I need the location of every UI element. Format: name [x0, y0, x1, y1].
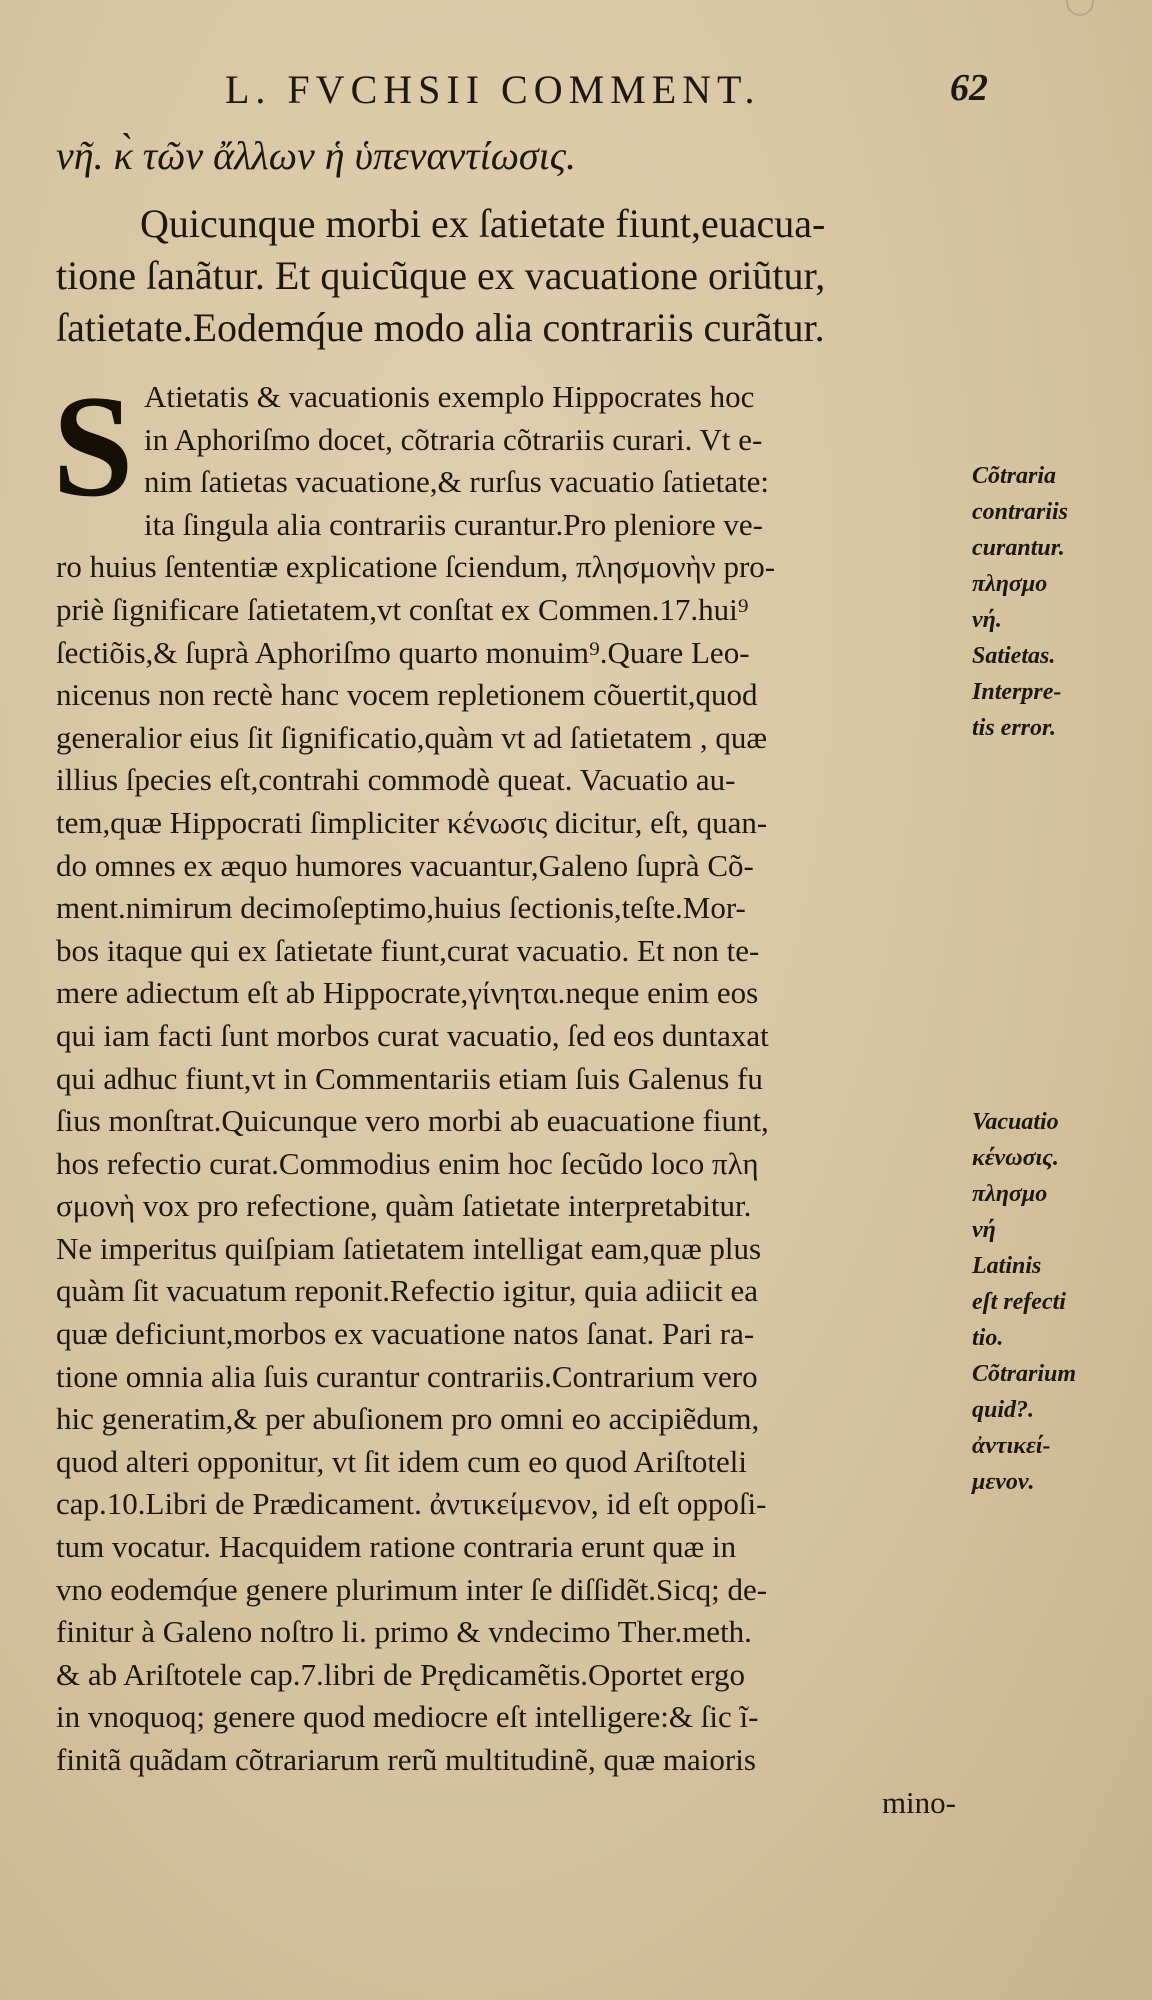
margin-note: Vacuatio: [972, 1109, 1059, 1135]
text-line: quæ deficiunt,morbos ex vacuatione natos ſanat. Pari ra-: [56, 1316, 755, 1352]
text-line: ſectiõis,& ſuprà Aphoriſmo quarto monuim⁹.Quare Leo-: [56, 634, 750, 670]
margin-note: tis error.: [972, 715, 1057, 741]
margin-note: tio.: [972, 1325, 1004, 1351]
corner-mark: [1066, 0, 1094, 16]
text-line: quod alteri opponitur, vt ſit idem cum eo quod Ariſtoteli: [56, 1443, 747, 1479]
commentary-text: [56, 376, 966, 1824]
margin-note: Satietas.: [972, 643, 1056, 669]
catchword: mino-: [881, 1784, 956, 1820]
drop-cap: S: [52, 365, 134, 527]
margin-note: μενον.: [972, 1469, 1035, 1495]
text-line: hos refectio curat.Commodius enim hoc ſecũdo loco πλη: [56, 1145, 759, 1181]
text-line: in vnoquoq; genere quod mediocre eſt intelligere:& ſic ĩ-: [56, 1699, 759, 1735]
text-line: priè ſignificare ſatietatem,vt conſtat ex Commen.17.hui⁹: [56, 591, 749, 627]
aphorism-text: [56, 198, 966, 354]
text-line: qui iam facti ſunt morbos curat vacuatio, ſed eos duntaxat: [56, 1017, 769, 1053]
margin-note: Cõtraria: [972, 463, 1057, 489]
margin-notes-top: [972, 458, 1142, 746]
margin-note: Latinis: [972, 1253, 1042, 1279]
aphorism-line: tione ſanãtur. Et quicũque ex vacuatione oriũtur,: [56, 253, 826, 298]
margin-note: ἀντικεί-: [972, 1433, 1051, 1459]
text-line: finitã quãdam cõtrariarum rerũ multitudinẽ, quæ maioris: [56, 1742, 756, 1777]
text-line: tione omnia alia ſuis curantur contrariis.Contrarium vero: [56, 1358, 758, 1394]
margin-note: νή: [972, 1217, 996, 1243]
text-line: Atietatis & vacuationis exemplo Hippocrates hoc: [144, 379, 755, 414]
margin-note: πλησμο: [972, 571, 1048, 597]
text-line: ro huius ſententiæ explicatione ſciendum, πλησμονὴν pro-: [56, 549, 776, 585]
text-line: σμονὴ vox pro refectione, quàm ſatietate interpretabitur.: [56, 1188, 752, 1224]
text-line: ſius monſtrat.Quicunque vero morbi ab euacuatione fiunt,: [56, 1103, 769, 1139]
aphorism-line: ſatietate.Eodemq́ue modo alia contrariis curãtur.: [56, 305, 825, 350]
text-line: illius ſpecies eſt,contrahi commodè queat. Vacuatio au-: [56, 762, 736, 798]
text-line: do omnes ex æquo humores vacuantur,Galeno ſuprà Cõ-: [56, 847, 754, 883]
text-line: & ab Ariſtotele cap.7.libri de Prędicamẽtis.Oportet ergo: [56, 1656, 745, 1692]
margin-note: eſt refecti: [972, 1289, 1066, 1315]
text-line: tem,quæ Hippocrati ſimpliciter κένωσις dicitur, eſt, quan-: [56, 804, 768, 840]
margin-note: quid?.: [972, 1397, 1035, 1423]
text-line: ita ſingula alia contrariis curantur.Pro pleniore ve-: [144, 506, 763, 542]
text-line: quàm ſit vacuatum reponit.Refectio igitur, quia adiicit ea: [56, 1273, 759, 1309]
margin-note: Interpre-: [972, 679, 1062, 705]
text-line: ment.nimirum decimoſeptimo,huius ſectionis,teſte.Mor-: [56, 890, 746, 926]
margin-note: curantur.: [972, 535, 1065, 561]
text-line: bos itaque qui ex ſatietate fiunt,curat vacuatio. Et non te-: [56, 932, 760, 968]
margin-note: κένωσις.: [972, 1145, 1059, 1171]
text-line: tum vocatur. Hacquidem ratione contraria erunt quæ in: [56, 1529, 737, 1565]
text-line: finitur à Galeno noſtro li. primo & vndecimo Ther.meth.: [56, 1614, 752, 1650]
folio-number: 62: [950, 67, 988, 109]
text-line: nim ſatietas vacuatione,& rurſus vacuatio ſatietate:: [144, 464, 769, 500]
margin-note: πλησμο: [972, 1181, 1048, 1207]
text-line: hic generatim,& per abuſionem pro omni eo accipiẽdum,: [56, 1401, 760, 1437]
text-line: vno eodemq́ue genere plurimum inter ſe diſſidẽt.Sicq; de-: [56, 1571, 768, 1607]
text-line: in Aphoriſmo docet, cõtraria cõtrariis curari. Vt e-: [144, 421, 763, 457]
text-line: generalior eius ſit ſignificatio,quàm vt ad ſatietatem , quæ: [56, 719, 768, 755]
aphorism-line: Quicunque morbi ex ſatietate fiunt,euacua-: [140, 201, 826, 246]
text-line: mere adiectum eſt ab Hippocrate,γίνηται.neque enim eos: [56, 975, 759, 1011]
text-line: Ne imperitus quiſpiam ſatietatem intelligat eam,quæ plus: [56, 1230, 762, 1266]
margin-note: νή.: [972, 607, 1002, 633]
text-line: qui adhuc fiunt,vt in Commentariis etiam ſuis Galenus fu: [56, 1060, 763, 1096]
text-line: cap.10.Libri de Prædicament. ἀντικείμενον, id eſt oppoſi-: [56, 1486, 767, 1522]
margin-note: contrariis: [972, 499, 1069, 525]
greek-heading: νῆ. κ̀ τῶν ἄλλων ἡ ὑπεναντίωσις.: [56, 133, 576, 178]
text-line: nicenus non rectè hanc vocem repletionem cõuertit,quod: [56, 677, 758, 713]
margin-note: Cõtrarium: [972, 1361, 1077, 1387]
margin-notes-bottom: [972, 1104, 1142, 1500]
running-head: L. FVCHSII COMMENT.: [225, 67, 761, 112]
